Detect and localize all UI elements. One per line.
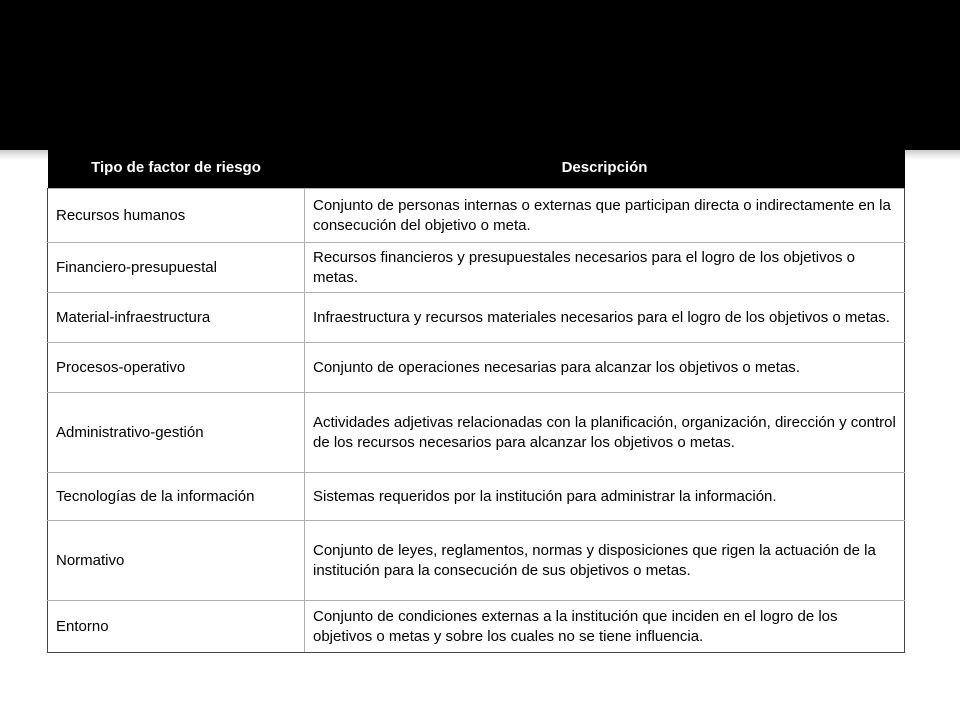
table-header-row <box>48 140 905 189</box>
risk-factor-table <box>47 140 905 653</box>
description-cell: Conjunto de condiciones externas a la institución que inciden en el logro de los objetivos o metas y sobre los cuales no se tiene influencia. <box>305 601 905 653</box>
slide-title-band <box>0 0 960 150</box>
table-row <box>48 473 905 521</box>
description-cell: Sistemas requeridos por la institución para administrar la información. <box>305 473 905 521</box>
header-risk-type: Tipo de factor de riesgo <box>48 140 305 189</box>
risk-type-cell: Material-infraestructura <box>48 293 305 343</box>
risk-type-cell: Entorno <box>48 601 305 653</box>
risk-type-cell: Financiero-presupuestal <box>48 243 305 293</box>
table-row <box>48 243 905 293</box>
description-cell: Recursos financieros y presupuestales necesarios para el logro de los objetivos o metas. <box>305 243 905 293</box>
risk-type-cell: Tecnologías de la información <box>48 473 305 521</box>
risk-type-cell: Procesos-operativo <box>48 343 305 393</box>
table-row <box>48 189 905 243</box>
table-row <box>48 293 905 343</box>
table-row <box>48 521 905 601</box>
description-cell: Infraestructura y recursos materiales necesarios para el logro de los objetivos o metas. <box>305 293 905 343</box>
risk-type-cell: Administrativo-gestión <box>48 393 305 473</box>
description-cell: Conjunto de personas internas o externas que participan directa o indirectamente en la consecución del objetivo o meta. <box>305 189 905 243</box>
risk-type-cell: Recursos humanos <box>48 189 305 243</box>
risk-type-cell: Normativo <box>48 521 305 601</box>
description-cell: Actividades adjetivas relacionadas con la planificación, organización, dirección y control de los recursos necesarios para alcanzar los objetivos o metas. <box>305 393 905 473</box>
table-row <box>48 393 905 473</box>
table-row <box>48 343 905 393</box>
header-description: Descripción <box>305 140 905 189</box>
table-row <box>48 601 905 653</box>
description-cell: Conjunto de leyes, reglamentos, normas y disposiciones que rigen la actuación de la institución para la consecución de sus objetivos o metas. <box>305 521 905 601</box>
description-cell: Conjunto de operaciones necesarias para alcanzar los objetivos o metas. <box>305 343 905 393</box>
